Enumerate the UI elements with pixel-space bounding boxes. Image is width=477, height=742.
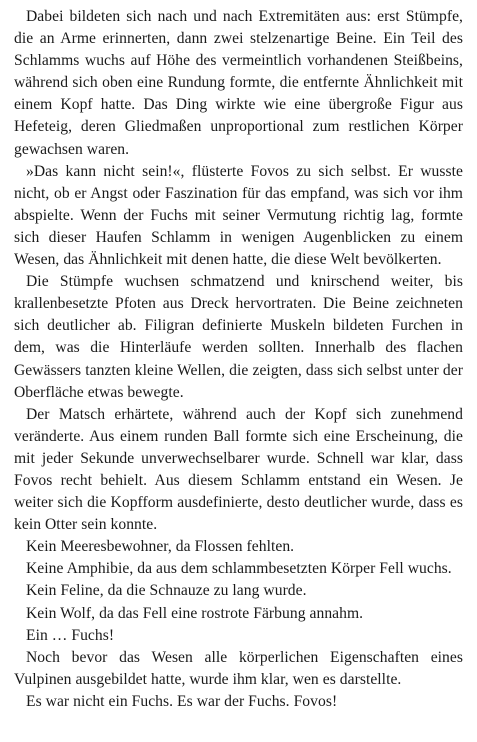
paragraph-7: Kein Feline, da die Schnauze zu lang wurde. [26,582,307,600]
paragraph-9: Ein … Fuchs! [26,626,115,644]
paragraph-3: Die Stümpfe wuchsen schmatzend und knirschend weiter, bis krallenbesetzte Pfoten aus Dreck hervortraten. Die Beine zeichneten sich deutlicher ab. Filigran definierte Muskeln bildeten Furchen in dem, was die Hinterläufe werden sollten. Innerhalb des flachen Gewässers tanzten kleine Wellen, die zeigten, dass sich selbst unter der Oberfläche etwas bewegte. [14,273,463,401]
paragraph-6: Keine Amphibie, da aus dem schlammbesetzten Körper Fell wuchs. [26,560,452,578]
paragraph-5: Kein Meeresbewohner, da Flossen fehlten. [26,538,295,556]
paragraph-10: Noch bevor das Wesen alle körperlichen Eigenschaften eines Vulpinen ausgebildet hatte, wurde ihm klar, wen es darstellte. [14,648,463,688]
paragraph-8: Kein Wolf, da das Fell eine rostrote Färbung annahm. [26,604,364,622]
paragraph-4: Der Matsch erhärtete, während auch der Kopf sich zunehmend veränderte. Aus einem runden Ball formte sich eine Erscheinung, die mit jeder Sekunde unverwechselbarer wurde. Schnell war klar, dass Fovos recht behielt. Aus diesem Schlamm entstand ein Wesen. Je weiter sich die Kopfform ausdefinierte, desto deutlicher wurde, dass es kein Otter sein konnte. [14,405,463,534]
paragraph-2: »Das kann nicht sein!«, flüsterte Fovos zu sich selbst. Er wusste nicht, ob er Angst oder Faszination für das empfand, was sich vor ihm abspielte. Wenn der Fuchs mit seiner Vermutung richtig lag, formte sich dieser Haufen Schlamm in wenigen Augenblicken zu einem Wesen, das Ähnlichkeit mit denen hatte, die diese Welt bevölkerten. [14,162,463,269]
paragraph-1: Dabei bildeten sich nach und nach Extremitäten aus: erst Stümpfe, die an Arme erinnerten, dann zwei stelzenartige Beine. Ein Teil des Schlamms wuchs auf Höhe des vermeintlich vorhandenen Steißbeins, während sich oben eine Rundung formte, die entfernte Ähnlichkeit mit einem Kopf hatte. Das Ding wirkte wie eine übergroße Figur aus Hefeteig, deren Gliedmaßen unproportional zum restlichen Körper gewachsen waren. [14,8,463,158]
paragraph-11: Es war nicht ein Fuchs. Es war der Fuchs. Fovos! [26,692,338,710]
book-page [14,6,463,713]
